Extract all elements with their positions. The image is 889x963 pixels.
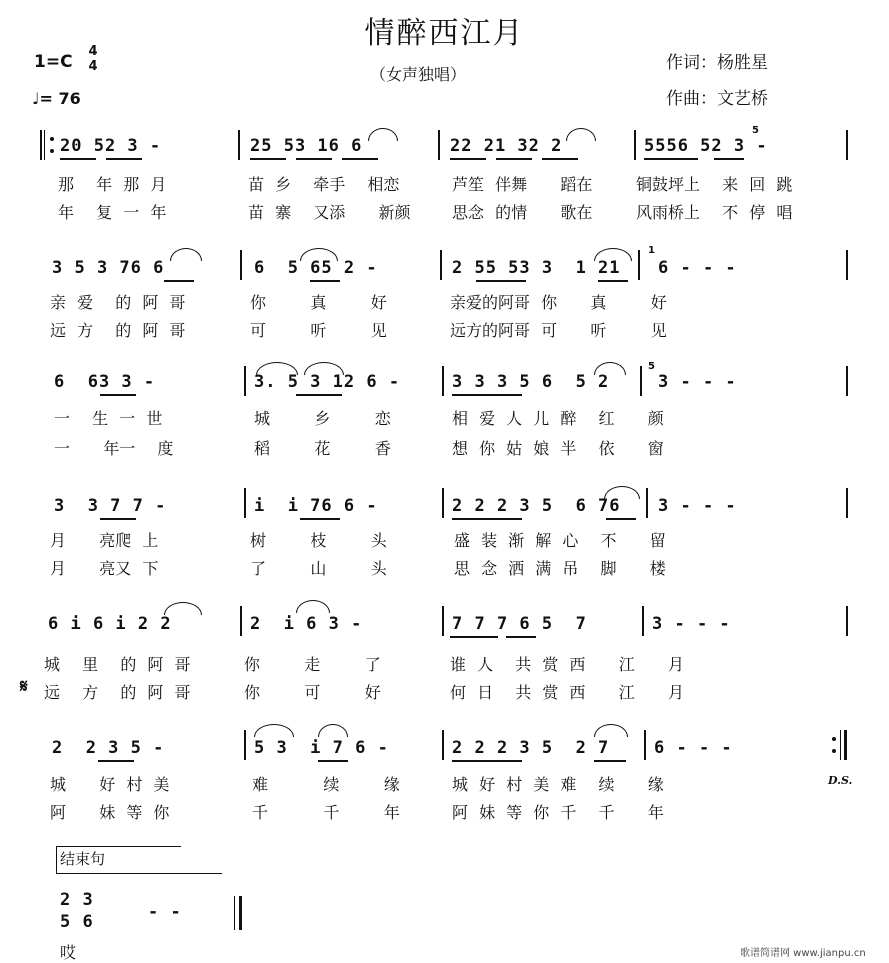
slur: [170, 248, 202, 261]
time-signature-bottom: 4: [88, 59, 98, 74]
measure-notes: 6 63 3 -: [54, 372, 156, 392]
slur: [254, 724, 294, 737]
underline-beam: [342, 158, 378, 160]
repeat-dot: [832, 749, 836, 753]
lyric-verse-2: 思念 的情 歌在: [452, 203, 593, 222]
measure-notes: 7 7 7 6 5 7: [452, 614, 587, 634]
barline: [846, 130, 848, 160]
ending-label: 结束句: [60, 850, 106, 868]
slur: [318, 724, 348, 737]
barline: [240, 606, 242, 636]
slur: [296, 600, 330, 613]
measure-notes: 2 i 6 3 -: [250, 614, 363, 634]
slur: [594, 362, 626, 375]
lyric-verse-2: 稻 花 香: [254, 439, 391, 458]
lyric-verse-2: 你 可 好: [244, 683, 381, 702]
underline-beam: [598, 280, 628, 282]
lyric-verse-2: 阿 妹 等 你 千 千 年: [452, 803, 664, 822]
segno-sign: 𝄋: [20, 676, 28, 697]
underline-beam: [318, 760, 348, 762]
repeat-end-thin-barline: [840, 730, 841, 760]
measure-notes: 22 21 32 2: [450, 136, 563, 156]
measure-notes: i i 76 6 -: [254, 496, 378, 516]
underline-beam: [450, 636, 498, 638]
measure-notes: 3 5 3 76 6: [52, 258, 165, 278]
underline-beam: [644, 158, 698, 160]
slur: [164, 602, 202, 615]
barline: [244, 366, 246, 396]
lyric-verse-2: 年 复 一 年: [58, 203, 167, 222]
barline: [846, 250, 848, 280]
time-signature-top: 4: [88, 44, 98, 59]
underline-beam: [310, 280, 340, 282]
underline-beam: [450, 158, 486, 160]
underline-beam: [100, 518, 136, 520]
lyric-verse-2: 风雨桥上 不 停 唱: [636, 203, 793, 222]
lyric-verse-1: 谁 人 共 赏 西 江 月: [450, 655, 684, 674]
lyric-verse-2: 远 方 的 阿 哥: [44, 683, 191, 702]
lyric-verse-2: 远方的阿哥 可 听 见: [450, 321, 667, 340]
slur: [368, 128, 398, 141]
song-title: 情醉西江月: [364, 16, 525, 51]
slur: [604, 486, 640, 499]
final-thin-barline: [234, 896, 235, 930]
barline: [642, 606, 644, 636]
ending-lower-notes: 5 6: [60, 912, 94, 932]
lyric-verse-1: 城 好 村 美 难 续 缘: [452, 775, 664, 794]
tempo-marking: ♩= 76: [32, 89, 81, 108]
lyric-verse-1: 月 亮爬 上: [50, 531, 159, 550]
measure-notes: 2 2 2 3 5 6 76: [452, 496, 621, 516]
song-subtitle: （女声独唱）: [370, 65, 467, 84]
underline-beam: [452, 760, 522, 762]
slur: [256, 362, 298, 375]
repeat-dot: [50, 137, 54, 141]
underline-beam: [296, 394, 342, 396]
underline-beam: [60, 158, 96, 160]
composer-credit: 作曲：文艺桥: [666, 89, 768, 109]
slur: [566, 128, 596, 141]
measure-notes: 6 i 6 i 2 2: [48, 614, 172, 634]
barline: [846, 606, 848, 636]
measure-notes: 3. 5 3 12 6 -: [254, 372, 401, 392]
lyric-verse-1: 你 真 好: [250, 293, 387, 312]
lyric-verse-1: 芦笙 伴舞 蹈在: [452, 175, 593, 194]
lyric-verse-1: 亲爱的阿哥 你 真 好: [450, 293, 667, 312]
barline: [244, 730, 246, 760]
measure-notes: 3 - - -: [658, 496, 737, 516]
dal-segno-mark: D.S.: [828, 774, 853, 787]
underline-beam: [250, 158, 286, 160]
lyric-verse-2: 可 听 见: [250, 321, 387, 340]
measure-notes: 3 - - -: [652, 614, 731, 634]
underline-beam: [452, 518, 522, 520]
lyric-verse-2: 思 念 洒 满 吊 脚 楼: [454, 559, 666, 578]
underline-beam: [100, 394, 136, 396]
underline-beam: [496, 158, 532, 160]
final-barline: [239, 896, 242, 930]
ending-rule: [56, 873, 222, 874]
barline: [442, 730, 444, 760]
barline: [644, 730, 646, 760]
underline-beam: [106, 158, 142, 160]
barline: [442, 366, 444, 396]
lyric-verse-2: 想 你 姑 娘 半 依 窗: [452, 439, 664, 458]
lyric-verse-2: 远 方 的 阿 哥: [50, 321, 186, 340]
lyric-verse-2: 何 日 共 赏 西 江 月: [450, 683, 684, 702]
lyric-verse-1: 一 生 一 世: [54, 409, 163, 428]
lyric-verse-1: 相 爱 人 儿 醉 红 颜: [452, 409, 664, 428]
measure-notes: 5556 52 3 -: [644, 136, 768, 156]
repeat-dot: [50, 149, 54, 153]
lyric-verse-2: 苗 寨 又添 新颜: [248, 203, 411, 222]
underline-beam: [594, 760, 626, 762]
lyric-verse-1: 亲 爱 的 阿 哥: [50, 293, 186, 312]
barline: [846, 488, 848, 518]
underline-beam: [606, 518, 636, 520]
repeat-dot: [832, 737, 836, 741]
measure-notes: 6 - - -: [658, 258, 737, 278]
barline: [634, 130, 636, 160]
underline-beam: [506, 636, 536, 638]
underline-beam: [542, 158, 578, 160]
underline-beam: [300, 518, 340, 520]
lyric-verse-1: 难 续 缘: [252, 775, 400, 794]
key-signature: 1=C: [34, 52, 73, 72]
time-signature: [86, 44, 100, 74]
lyric-verse-1: 城 里 的 阿 哥: [44, 655, 191, 674]
measure-notes: 3 - - -: [658, 372, 737, 392]
barline: [438, 130, 440, 160]
underline-beam: [98, 760, 134, 762]
barline: [238, 130, 240, 160]
lyricist-credit: 作词：杨胜星: [666, 53, 768, 73]
measure-notes: 3 3 3 5 6 5 2: [452, 372, 610, 392]
repeat-start-thin-barline: [44, 130, 45, 160]
lyric-verse-1: 盛 装 渐 解 心 不 留: [454, 531, 666, 550]
underline-beam: [476, 280, 526, 282]
barline: [638, 250, 640, 280]
barline: [646, 488, 648, 518]
barline: [442, 606, 444, 636]
site-watermark: 歌谱简谱网 www.jianpu.cn: [740, 948, 866, 959]
underline-beam: [452, 394, 522, 396]
barline: [440, 250, 442, 280]
underline-beam: [164, 280, 194, 282]
measure-notes: 6 - - -: [654, 738, 733, 758]
measure-notes: 5 3 i 7 6 -: [254, 738, 389, 758]
grace-note: 1: [648, 245, 655, 256]
grace-note: 5: [648, 361, 655, 372]
lyric-verse-2: 一 年一 度: [54, 439, 174, 458]
measure-notes: 2 55 53 3 1 21: [452, 258, 621, 278]
lyric-verse-1: 树 枝 头: [250, 531, 387, 550]
lyric-verse-1: 那 年 那 月: [58, 175, 167, 194]
grace-note: 5: [752, 125, 759, 136]
underline-beam: [714, 158, 744, 160]
lyric-verse-1: 铜鼓坪上 来 回 跳: [636, 175, 793, 194]
measure-notes: 6 5 65 2 -: [254, 258, 378, 278]
lyric-verse-1: 你 走 了: [244, 655, 381, 674]
lyric-verse-2: 月 亮又 下: [50, 559, 159, 578]
slur: [594, 724, 628, 737]
slur: [304, 362, 344, 375]
slur: [300, 248, 338, 261]
barline: [244, 488, 246, 518]
repeat-start-barline: [40, 130, 42, 160]
lyric-verse-2: 阿 妹 等 你: [50, 803, 170, 822]
barline: [240, 250, 242, 280]
lyric-verse-1: 城 乡 恋: [254, 409, 391, 428]
underline-beam: [296, 158, 332, 160]
measure-notes: 2 2 3 5 -: [52, 738, 165, 758]
measure-notes: 2 2 2 3 5 2 7: [452, 738, 610, 758]
lyric-verse-2: 了 山 头: [250, 559, 387, 578]
barline: [640, 366, 642, 396]
lyric-verse-2: 千 千 年: [252, 803, 400, 822]
barline: [846, 366, 848, 396]
barline: [442, 488, 444, 518]
repeat-end-barline: [844, 730, 847, 760]
ending-rests: - -: [148, 902, 182, 922]
slur: [594, 248, 632, 261]
lyric-verse-1: 苗 乡 牵手 相恋: [248, 175, 400, 194]
measure-notes: 25 53 16 6: [250, 136, 363, 156]
ending-upper-notes: 2 3: [60, 890, 94, 910]
measure-notes: 3 3 7 7 -: [54, 496, 167, 516]
measure-notes: 20 52 3 -: [60, 136, 162, 156]
lyric-verse-1: 城 好 村 美: [50, 775, 170, 794]
ending-lyric: 哎: [60, 943, 77, 962]
